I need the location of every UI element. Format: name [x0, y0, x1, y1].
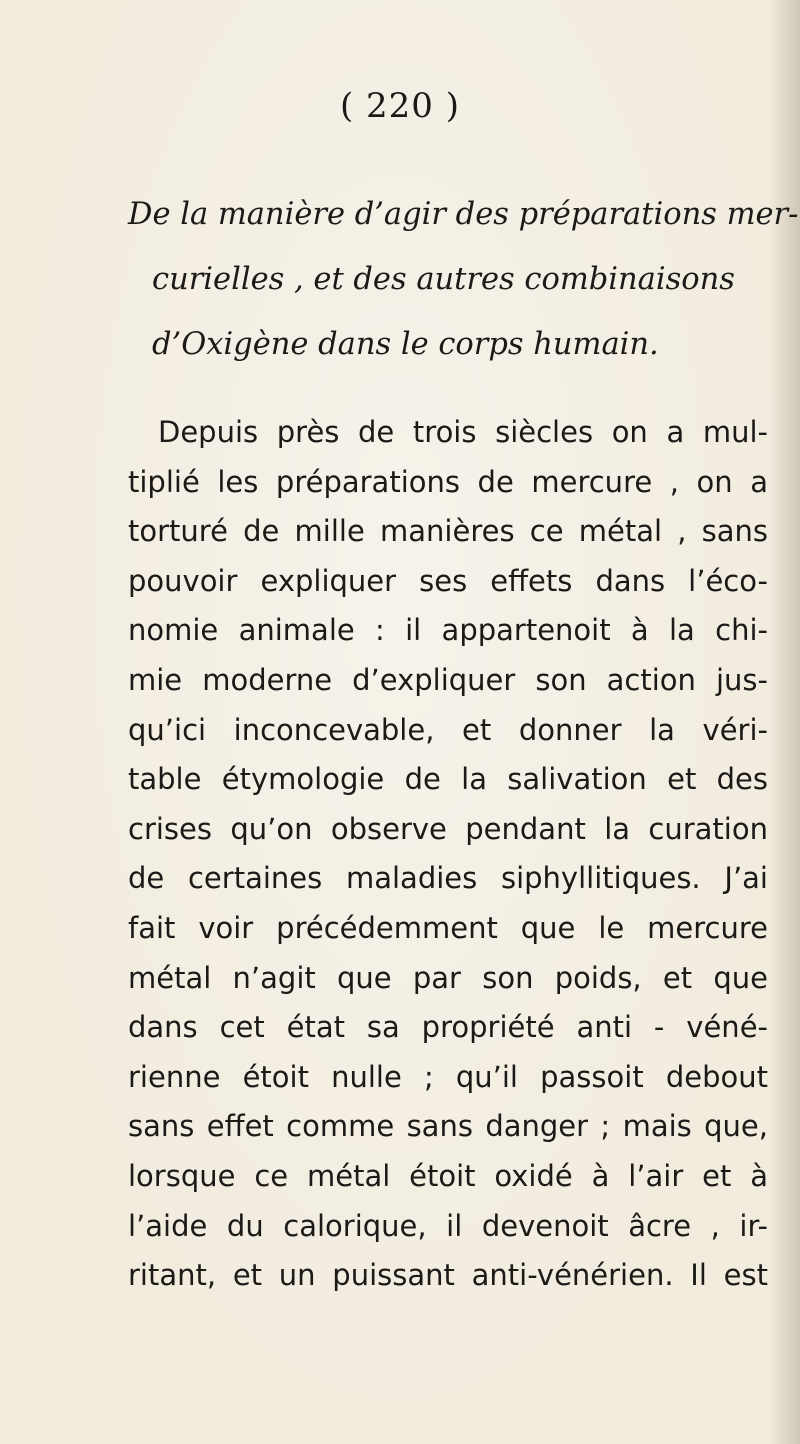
- text-line: rienne étoit nulle ; qu’il passoit debout: [128, 1059, 768, 1094]
- text-line: dans cet état sa propriété anti - véné-: [128, 1010, 768, 1045]
- text-line: sans effet comme sans danger ; mais que,: [128, 1109, 768, 1144]
- text-line: Depuis près de trois siècles on a mul-: [158, 415, 768, 449]
- text-line: de certaines maladies siphyllitiques. J’ai: [128, 861, 768, 896]
- text-line: métal n’agit que par son poids, et que: [128, 960, 768, 995]
- text-line: pouvoir expliquer ses effets dans l’éco-: [128, 563, 768, 598]
- text-line: mie moderne d’expliquer son action jus-: [128, 662, 768, 697]
- page-number: ( 220 ): [339, 86, 461, 126]
- text-line: nomie animale : il appartenoit à la chi-: [128, 613, 768, 648]
- text-line: ritant, et un puissant anti-vénérien. Il est: [128, 1258, 768, 1293]
- body-paragraph: [128, 408, 768, 1301]
- text-line: l’aide du calorique, il devenoit âcre , ir-: [128, 1208, 768, 1243]
- title-line: curielles , et des autres combinaisons: [152, 262, 735, 297]
- section-title: [128, 182, 799, 377]
- text-line: crises qu’on observe pendant la curation: [128, 811, 768, 846]
- text-line: fait voir précédemment que le mercure: [128, 910, 768, 945]
- title-line: De la manière d’agir des préparations mer-: [128, 197, 799, 232]
- text-line: qu’ici inconcevable, et donner la véri-: [128, 712, 768, 747]
- text-line: table étymologie de la salivation et des: [128, 762, 768, 797]
- text-line: lorsque ce métal étoit oxidé à l’air et à: [128, 1158, 768, 1193]
- title-line: d’Oxigène dans le corps humain.: [152, 327, 659, 362]
- text-line: torturé de mille manières ce métal , sans: [128, 514, 768, 549]
- text-line: tiplié les préparations de mercure , on a: [128, 464, 768, 499]
